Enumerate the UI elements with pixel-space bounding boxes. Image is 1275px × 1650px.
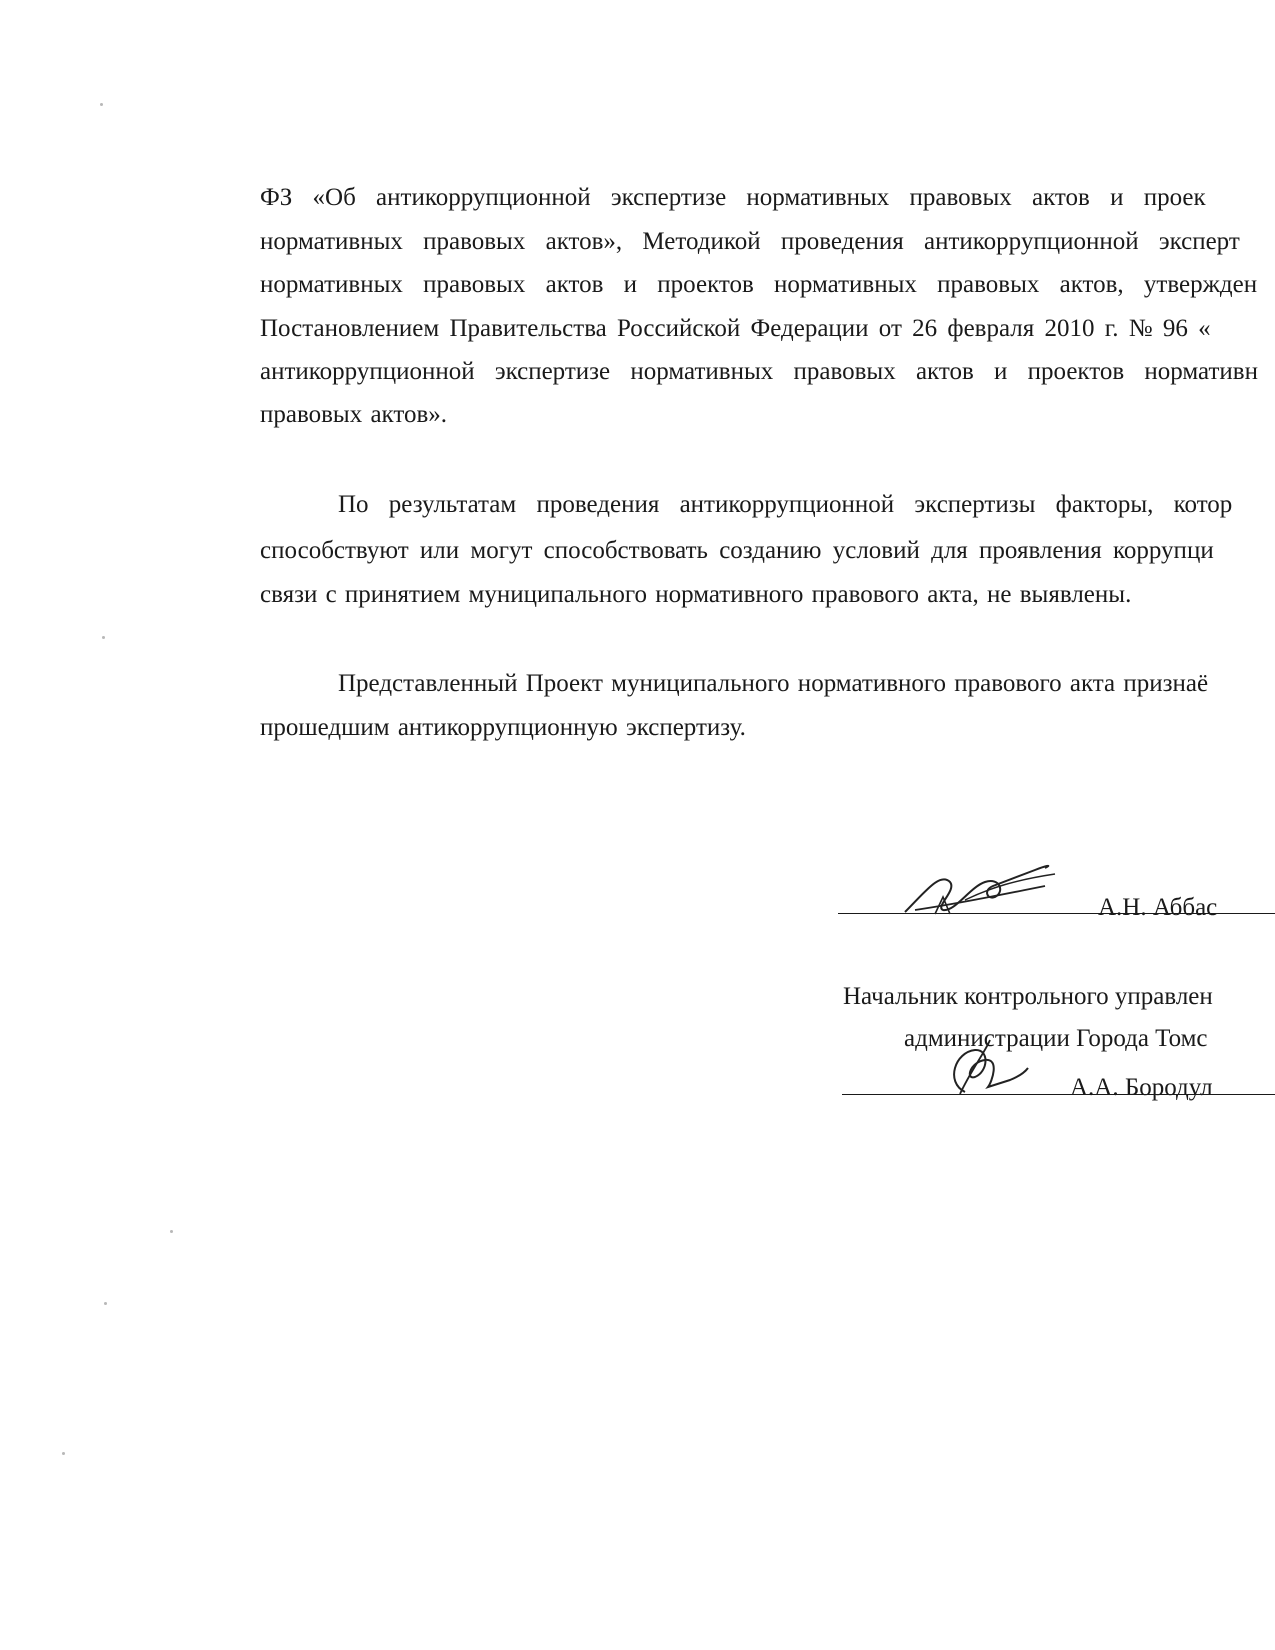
paragraph3-line-1: Представленный Проект муниципального нормативного правового акта признаё [338,670,1209,697]
signature2-title-line1: Начальник контрольного управлен [843,983,1213,1010]
scan-speck [170,1230,173,1233]
signature2-name: А.А. Бородул [1070,1074,1213,1101]
signature2-title-line2: администрации Города Томс [904,1025,1208,1052]
paragraph2-line-1: По результатам проведения антикоррупционной экспертизы факторы, котор [338,491,1233,518]
paragraph1-line-5: антикоррупционной экспертизе нормативных правовых актов и проектов нормативн [260,358,1258,385]
scan-speck [62,1452,65,1455]
signature1-handwriting [895,852,1065,922]
paragraph1-line-6: правовых актов». [260,401,448,428]
signature1-name: А.Н. Аббас [1098,894,1218,921]
paragraph1-line-1: ФЗ «Об антикоррупционной экспертизе нормативных правовых актов и проек [260,184,1206,211]
signature2-handwriting [930,1032,1040,1102]
paragraph1-line-4: Постановлением Правительства Российской Федерации от 26 февраля 2010 г. № 96 « [260,315,1211,342]
scan-speck [104,1302,107,1305]
paragraph2-line-2: способствуют или могут способствовать созданию условий для проявления коррупци [260,537,1214,564]
paragraph1-line-2: нормативных правовых актов», Методикой проведения антикоррупционной эксперт [260,228,1240,255]
paragraph3-line-2: прошедшим антикоррупционную экспертизу. [260,714,746,741]
scan-speck [102,636,105,639]
paragraph2-line-3: связи с принятием муниципального нормативного правового акта, не выявлены. [260,581,1132,608]
paragraph1-line-3: нормативных правовых актов и проектов нормативных правовых актов, утвержден [260,271,1258,298]
scan-speck [100,103,103,106]
